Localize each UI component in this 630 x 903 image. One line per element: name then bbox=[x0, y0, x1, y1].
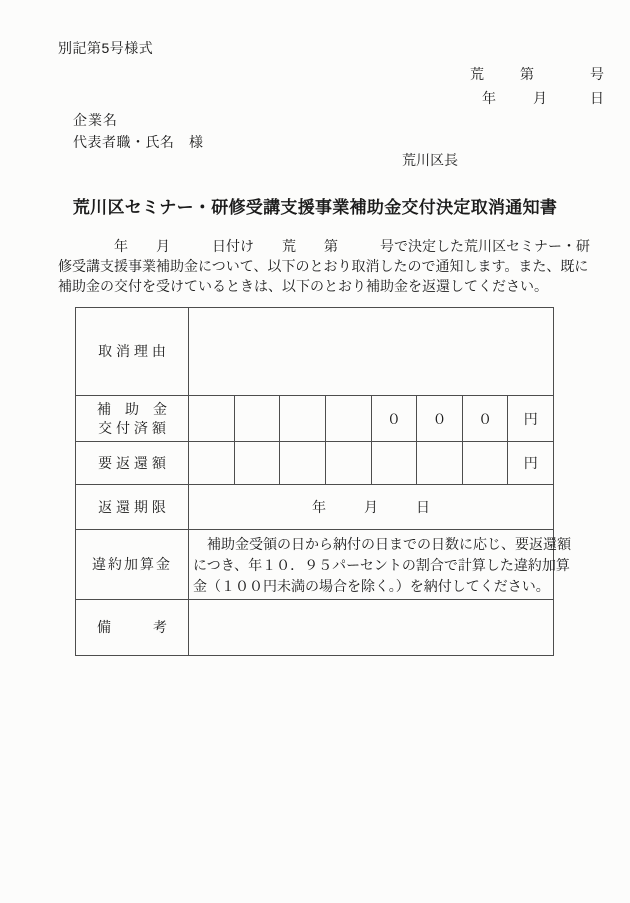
table-row-penalty bbox=[76, 529, 571, 599]
paid-amount-digit-cell: ０ bbox=[372, 396, 418, 441]
refund-amount-digit-cell bbox=[326, 442, 372, 484]
deadline-month-label: 月 bbox=[364, 499, 378, 515]
paid-amount-digit-cell bbox=[189, 396, 235, 441]
body-line-1: 年 月 日付け 荒 第 号で決定した荒川区セミナー・研 bbox=[58, 238, 590, 254]
penalty-label: 違約加算金 bbox=[76, 530, 189, 599]
refund-amount-digit-cell bbox=[372, 442, 418, 484]
paid-amount-digit-cell bbox=[280, 396, 326, 441]
cancel-reason-field bbox=[189, 308, 553, 395]
penalty-line-3: 金（１００円未満の場合を除く。）を納付してください。 bbox=[193, 578, 550, 594]
paid-amount-label-line1: 補 助 金 bbox=[97, 400, 167, 417]
paid-amount-label bbox=[76, 396, 189, 441]
refund-amount-digit-cell bbox=[463, 442, 509, 484]
cancel-reason-label: 取 消 理 由 bbox=[76, 308, 189, 395]
deadline-year-label: 年 bbox=[312, 499, 326, 515]
addressee-company-label: 企業名 bbox=[73, 112, 118, 128]
cancellation-table bbox=[75, 307, 571, 656]
penalty-description bbox=[189, 530, 571, 599]
form-code: 別記第5号様式 bbox=[58, 40, 154, 56]
date-month-label: 月 bbox=[533, 90, 547, 106]
paid-amount-digit-cell: ０ bbox=[417, 396, 463, 441]
refund-amount-digit-cell bbox=[280, 442, 326, 484]
addressee-representative-label: 代表者職・氏名 様 bbox=[73, 134, 204, 150]
paid-amount-digit-cell: ０ bbox=[463, 396, 509, 441]
paid-amount-yen-cell: 円 bbox=[523, 410, 538, 427]
refund-amount-yen-cell: 円 bbox=[523, 455, 538, 471]
table-row-paid-amount bbox=[76, 395, 553, 441]
remarks-label: 備 考 bbox=[76, 600, 189, 655]
body-paragraph bbox=[58, 236, 590, 296]
doc-number-go: 号 bbox=[590, 66, 604, 82]
paid-amount-label-line2: 交 付 済 額 bbox=[98, 419, 166, 436]
refund-deadline-field bbox=[189, 485, 553, 529]
refund-amount-digit-cell bbox=[235, 442, 281, 484]
remarks-field bbox=[189, 600, 553, 655]
sender-mayor-label: 荒川区長 bbox=[402, 152, 458, 168]
body-line-2: 修受講支援事業補助金について、以下のとおり取消したので通知します。また、既に bbox=[58, 258, 589, 274]
date-year-label: 年 bbox=[482, 90, 496, 106]
table-row-remarks bbox=[76, 599, 553, 655]
date-day-label: 日 bbox=[590, 90, 604, 106]
body-line-3: 補助金の交付を受けているときは、以下のとおり補助金を返還してください。 bbox=[58, 278, 548, 294]
document-title: 荒川区セミナー・研修受講支援事業補助金交付決定取消通知書 bbox=[72, 198, 558, 217]
paid-amount-cells bbox=[189, 396, 553, 441]
refund-amount-digit-cell bbox=[189, 442, 235, 484]
table-row-refund-deadline bbox=[76, 484, 553, 529]
penalty-line-2: につき、年１０．９５パーセントの割合で計算した違約加算 bbox=[193, 557, 570, 573]
refund-amount-cells bbox=[189, 442, 553, 484]
deadline-day-label: 日 bbox=[416, 499, 430, 515]
table-row-cancel-reason bbox=[76, 308, 553, 395]
refund-deadline-label: 返 還 期 限 bbox=[76, 485, 189, 529]
penalty-line-1: 補助金受領の日から納付の日までの日数に応じ、要返還額 bbox=[193, 536, 571, 552]
refund-amount-digit-cell bbox=[417, 442, 463, 484]
doc-number-dai: 第 bbox=[520, 66, 534, 82]
doc-number-prefix: 荒 bbox=[470, 66, 484, 82]
refund-amount-label: 要 返 還 額 bbox=[76, 442, 189, 484]
paid-amount-digit-cell bbox=[235, 396, 281, 441]
table-row-refund-amount bbox=[76, 441, 553, 484]
paid-amount-digit-cell bbox=[326, 396, 372, 441]
